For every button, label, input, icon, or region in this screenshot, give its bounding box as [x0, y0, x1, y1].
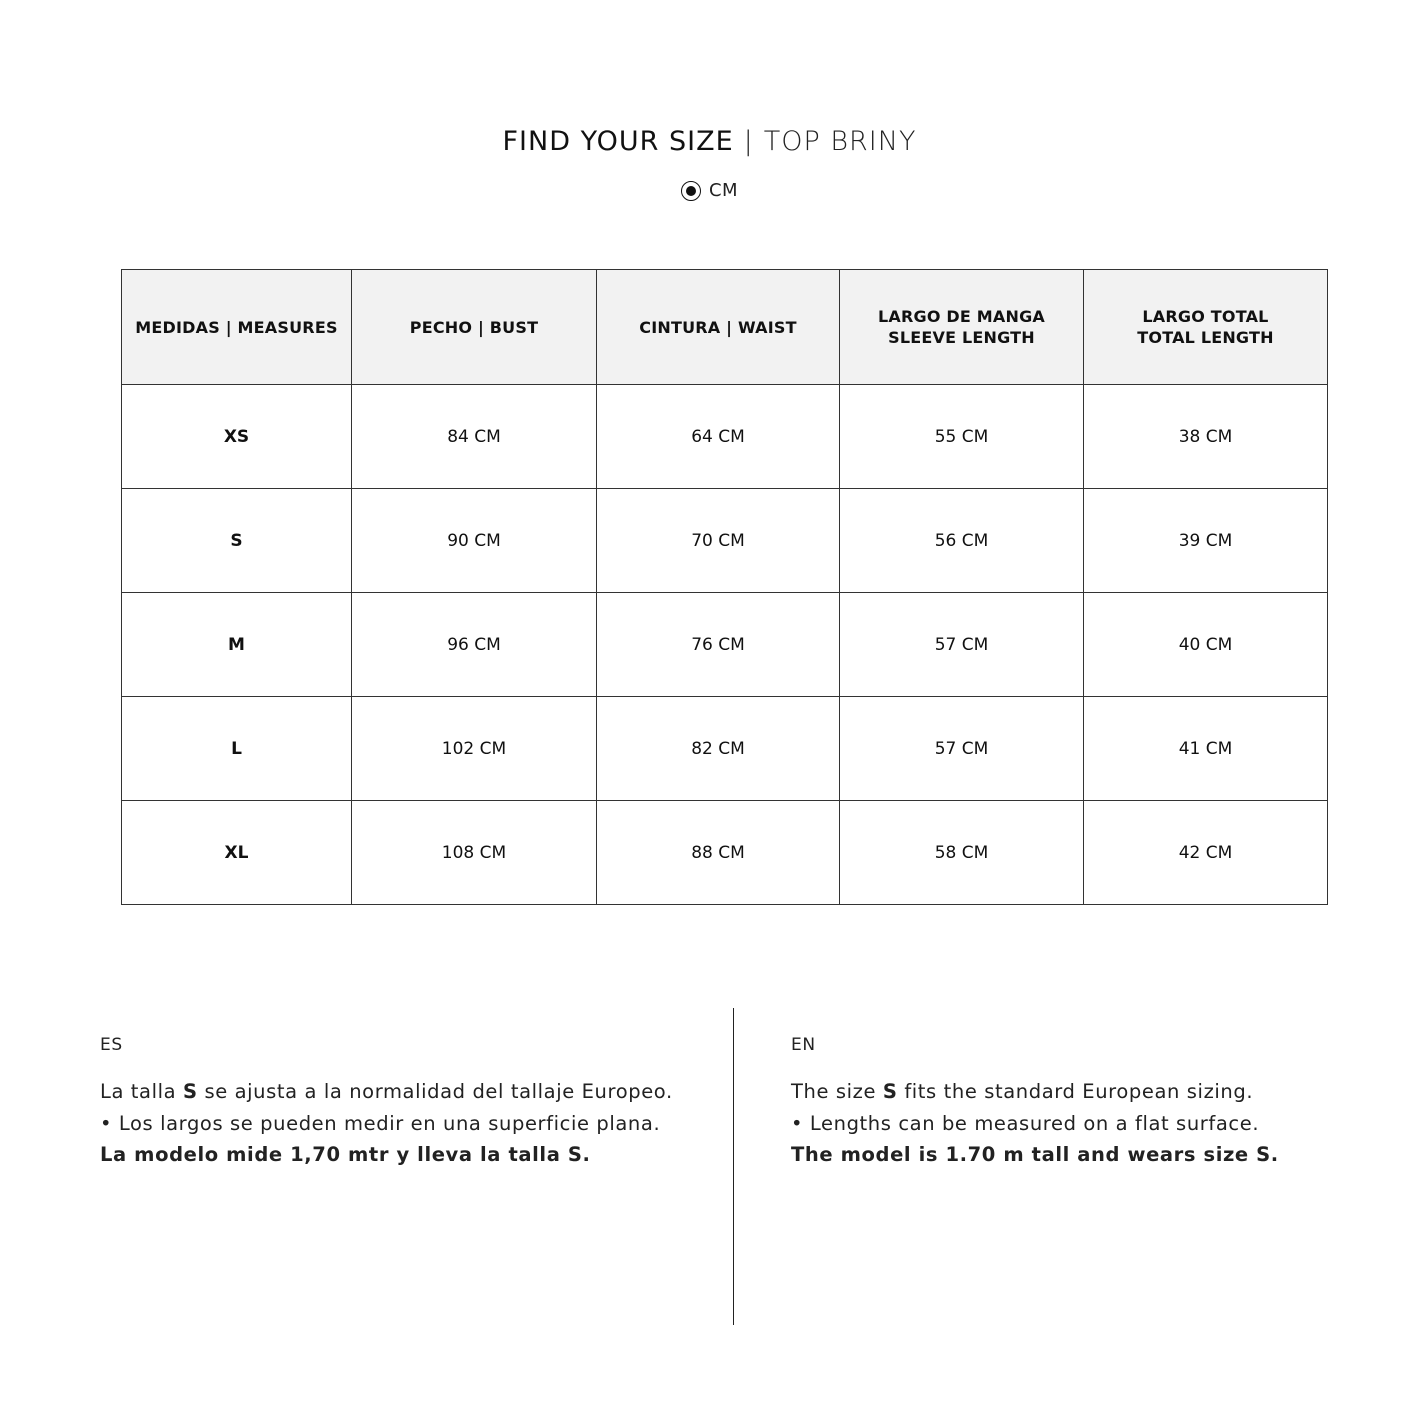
title-main: FIND YOUR SIZE: [502, 126, 734, 157]
title-product-name: TOP BRINY: [763, 126, 917, 157]
header-bust: PECHO | BUST: [352, 270, 597, 385]
length-cell: 42 CM: [1084, 801, 1328, 905]
size-cell: M: [122, 593, 352, 697]
note-spanish: [100, 1034, 673, 1171]
note-line-model: The model is 1.70 m tall and wears size S.: [791, 1143, 1279, 1166]
unit-selector[interactable]: [0, 180, 1419, 201]
table-row: [122, 489, 1328, 593]
bust-cell: 96 CM: [352, 593, 597, 697]
note-line-sizing: La talla S se ajusta a la normalidad del tallaje Europeo.: [100, 1080, 673, 1103]
bust-cell: 102 CM: [352, 697, 597, 801]
table-row: [122, 801, 1328, 905]
notes-divider: [733, 1008, 734, 1325]
note-lang-label: EN: [791, 1035, 816, 1055]
note-line-model: La modelo mide 1,70 mtr y lleva la talla S.: [100, 1143, 591, 1166]
length-cell: 39 CM: [1084, 489, 1328, 593]
note-english: [791, 1034, 1279, 1171]
size-cell: S: [122, 489, 352, 593]
table-row: [122, 593, 1328, 697]
size-cell: XS: [122, 385, 352, 489]
sleeve-cell: 55 CM: [840, 385, 1084, 489]
radio-dot: [686, 186, 696, 196]
header-measures: MEDIDAS | MEASURES: [122, 270, 352, 385]
header-total-length: LARGO TOTAL TOTAL LENGTH: [1084, 270, 1328, 385]
note-lang-label: ES: [100, 1035, 123, 1055]
table-row: [122, 385, 1328, 489]
bust-cell: 90 CM: [352, 489, 597, 593]
note-line-sizing: The size S fits the standard European sizing.: [791, 1080, 1254, 1103]
unit-label-cm: CM: [708, 180, 739, 201]
page-title: [0, 122, 1419, 162]
note-line-measure: • Los largos se pueden medir en una superficie plana.: [100, 1111, 661, 1135]
size-table: [121, 269, 1328, 905]
length-cell: 38 CM: [1084, 385, 1328, 489]
waist-cell: 70 CM: [597, 489, 840, 593]
length-cell: 41 CM: [1084, 697, 1328, 801]
title-separator: |: [743, 126, 754, 157]
bust-cell: 84 CM: [352, 385, 597, 489]
sleeve-cell: 56 CM: [840, 489, 1084, 593]
table-header-row: [122, 270, 1328, 385]
sleeve-cell: 58 CM: [840, 801, 1084, 905]
header-sleeve-length: LARGO DE MANGA SLEEVE LENGTH: [840, 270, 1084, 385]
header-waist: CINTURA | WAIST: [597, 270, 840, 385]
sleeve-cell: 57 CM: [840, 593, 1084, 697]
table-row: [122, 697, 1328, 801]
length-cell: 40 CM: [1084, 593, 1328, 697]
sleeve-cell: 57 CM: [840, 697, 1084, 801]
waist-cell: 76 CM: [597, 593, 840, 697]
waist-cell: 64 CM: [597, 385, 840, 489]
size-cell: XL: [122, 801, 352, 905]
waist-cell: 82 CM: [597, 697, 840, 801]
waist-cell: 88 CM: [597, 801, 840, 905]
size-cell: L: [122, 697, 352, 801]
note-line-measure: • Lengths can be measured on a flat surface.: [791, 1111, 1260, 1135]
bust-cell: 108 CM: [352, 801, 597, 905]
radio-selected-icon[interactable]: [681, 181, 701, 201]
